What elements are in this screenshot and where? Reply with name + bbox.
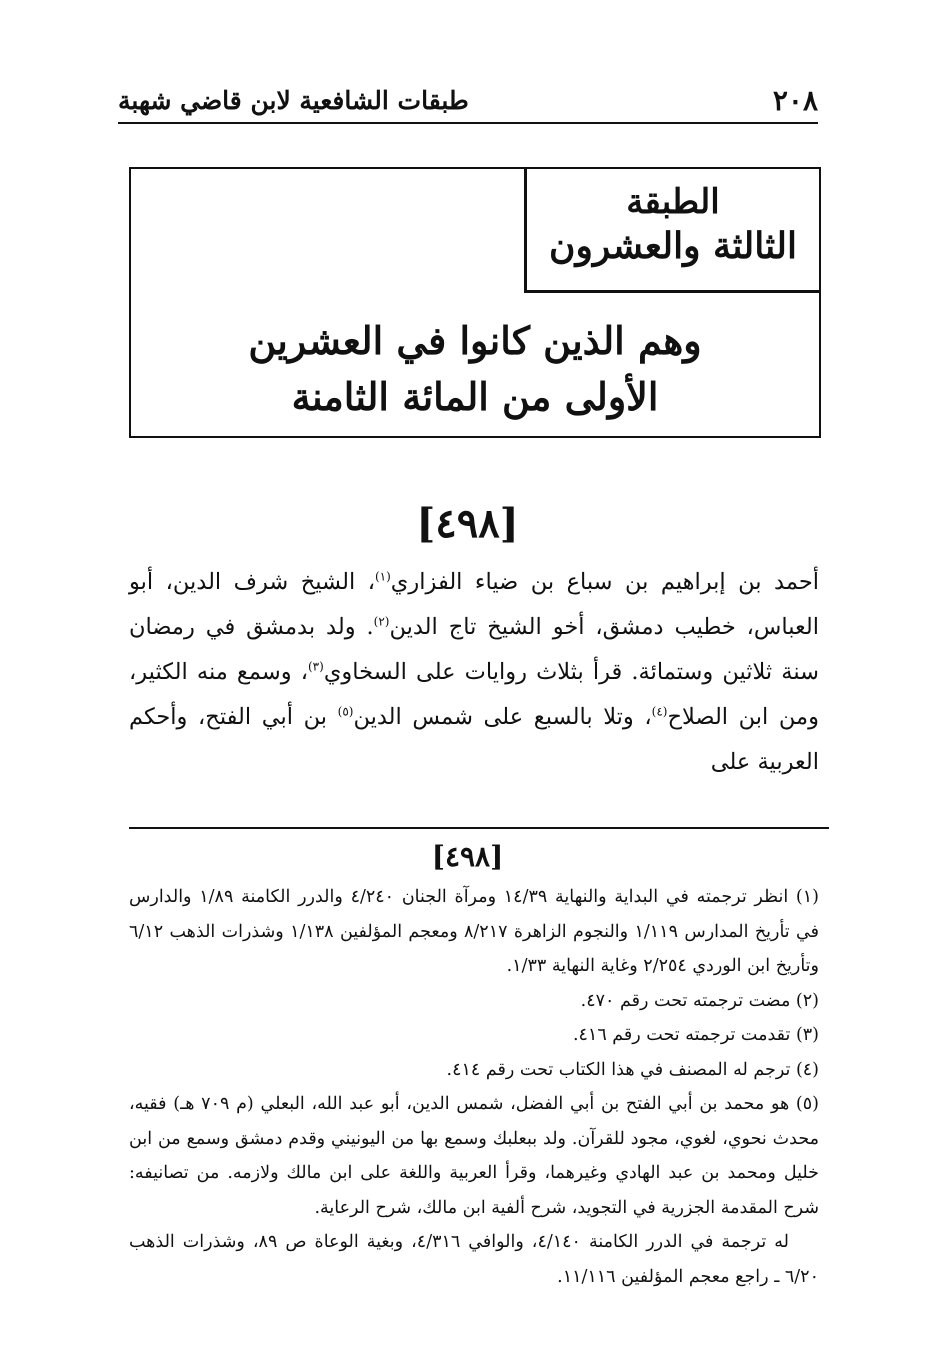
entry-text-segment: ، وسمع منه الكثير، ومن ابن الصلاح bbox=[129, 659, 819, 730]
entry-body-text bbox=[129, 560, 819, 785]
entry-text-segment: ، وتلا بالسبع على شمس الدين bbox=[353, 704, 652, 730]
footnote-ref-4[interactable]: (٤) bbox=[651, 704, 668, 719]
footnote-3: (٣) تقدمت ترجمته تحت رقم ٤١٦. bbox=[572, 1025, 819, 1045]
entry-text-segment: . ولد بدمشق في رمضان سنة ثلاثين وستمائة. قرأ بثلاث روايات على السخاوي bbox=[129, 614, 819, 685]
footnote-4: (٤) ترجم له المصنف في هذا الكتاب تحت رقم ٤١٤. bbox=[446, 1059, 819, 1080]
footnote-ref-2[interactable]: (٢) bbox=[373, 614, 390, 629]
section-title-box bbox=[129, 167, 821, 438]
subtitle-line1: وهم الذين كانوا في العشرين bbox=[248, 318, 702, 363]
footnote-2: (٢) مضت ترجمته تحت رقم ٤٧٠. bbox=[580, 990, 819, 1011]
footnote-5: (٥) هو محمد بن أبي الفتح بن أبي الفضل، شمس الدين، أبو عبد الله، البعلي (م ٧٠٩ هـ) فقيه، محدث نحوي، لغوي، مجود للقرآن. ولد ببعلبك وسمع بها من اليونيني وقدم دمشق وسمع من ابن خليل ومحمد بن عبد الهادي وغيرهما، وقرأ العربية واللغة على ابن مالك ولازمه. من تصانيفه: شرح المقدمة الجزرية في التجويد، شرح ألفية ابن مالك، شرح الرعاية. bbox=[129, 1094, 819, 1218]
footnote-entry-number: [٤٩٨] bbox=[431, 840, 504, 873]
running-title: طبقات الشافعية لابن قاضي شهبة bbox=[118, 86, 469, 115]
entry-text-segment: ، الشيخ شرف الدين، أبو العباس، خطيب دمشق، أخو الشيخ تاج الدين bbox=[129, 569, 819, 640]
class-label-line1: الطبقة bbox=[626, 182, 720, 222]
class-label-line2: الثالثة والعشرون bbox=[549, 225, 797, 267]
entry-text-segment: بن أبي الفتح، وأحكم العربية على bbox=[129, 704, 819, 775]
footnote-divider bbox=[129, 827, 829, 829]
footnote-ref-1[interactable]: (١) bbox=[374, 569, 391, 584]
section-subtitle bbox=[131, 313, 819, 425]
footnote-closing-paragraph: له ترجمة في الدرر الكامنة ٤/١٤٠، والوافي ٤/٣١٦، وبغية الوعاة ص ٨٩، وشذرات الذهب ٦/٢٠ ـ راجع معجم المؤلفين ١١/١١٦. bbox=[129, 1232, 819, 1287]
footnote-ref-3[interactable]: (٣) bbox=[307, 659, 324, 674]
entry-text-segment: أحمد بن إبراهيم بن سباع بن ضياء الفزاري bbox=[390, 569, 819, 595]
footnote-ref-5[interactable]: (٥) bbox=[337, 704, 354, 719]
subtitle-line2: الأولى من المائة الثامنة bbox=[291, 374, 659, 419]
footnotes-section bbox=[129, 880, 819, 1294]
entry-number: [٤٩٨] bbox=[416, 500, 519, 547]
page-number: ٢٠٨ bbox=[772, 84, 818, 117]
class-label-box bbox=[524, 169, 819, 293]
footnote-1: (١) انظر ترجمته في البداية والنهاية ١٤/٣٩ ومرآة الجنان ٤/٢٤٠ والدرر الكامنة ١/٨٩ والدارس في تأريخ المدارس ١/١١٩ والنجوم الزاهرة ٨/٢١٧ ومعجم المؤلفين ١/١٣٨ وشذرات الذهب ٦/١٢ وتأريخ ابن الوردي ٢/٢٥٤ وغاية النهاية ١/٣٣. bbox=[129, 887, 819, 976]
page-header bbox=[118, 78, 818, 124]
